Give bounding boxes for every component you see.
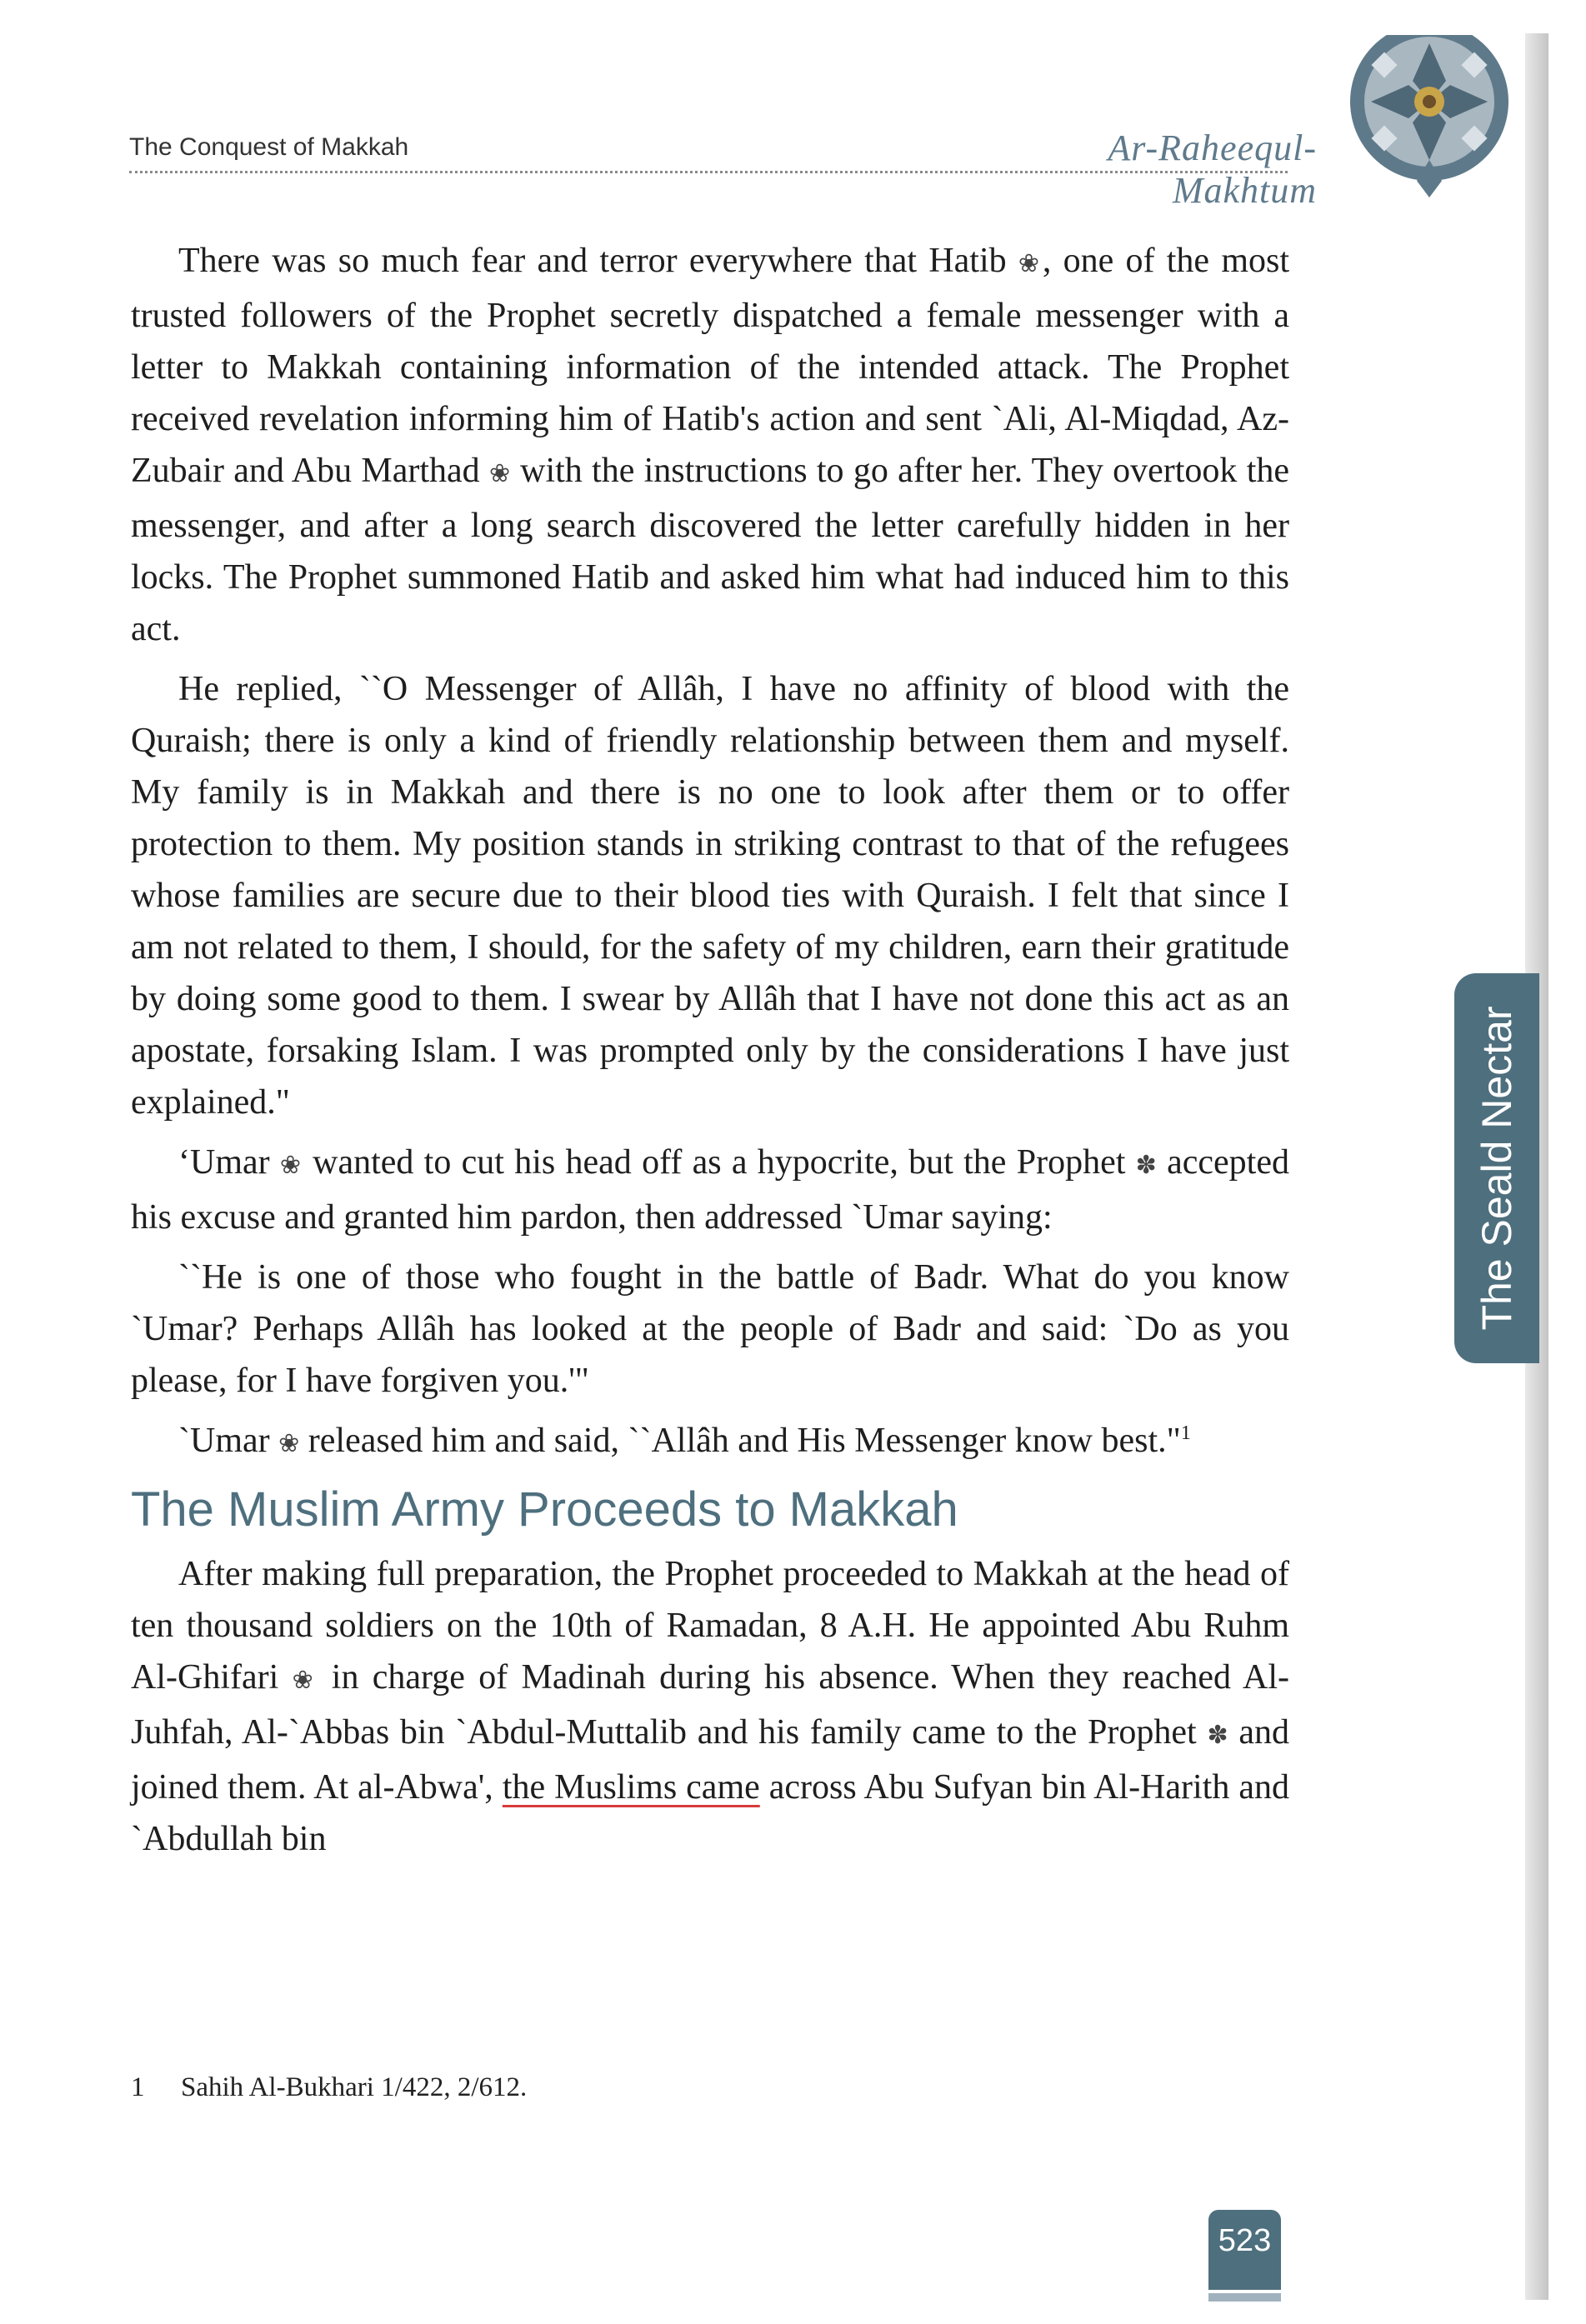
body-text bbox=[131, 235, 1289, 1873]
header-dotted-rule bbox=[129, 171, 1288, 173]
running-header-book-title: Ar-Raheequl-Makhtum bbox=[1108, 127, 1317, 211]
paragraph-5 bbox=[131, 1415, 1289, 1470]
footnote-reference: 1 bbox=[1180, 1422, 1191, 1444]
honorific-symbol-icon: ❀ bbox=[488, 460, 511, 487]
text-run: across Abu Sufyan bin Al-Harith and `Abdullah bin bbox=[131, 1768, 1289, 1858]
honorific-symbol-icon: ✽ bbox=[1135, 1152, 1157, 1179]
honorific-symbol-icon: ❀ bbox=[279, 1152, 303, 1179]
paragraph-1 bbox=[131, 235, 1289, 655]
running-header-section: The Conquest of Makkah bbox=[129, 133, 409, 161]
text-run: released him and said, ``Allâh and His Messenger know best." bbox=[299, 1422, 1181, 1460]
paragraph-4-quote: ``He is one of those who fought in the battle of Badr. What do you know `Umar? Perhaps Allâh has looked at the people of Badr and said: `Do as you please, for I have forgiven you.'" bbox=[131, 1258, 1289, 1400]
footnote bbox=[131, 2072, 527, 2103]
highlighted-text: the Muslims came bbox=[502, 1768, 760, 1807]
text-run: , one of the most trusted followers of the Prophet secretly dispatched a female messenger with a letter to Makkah containing information of the intended attack. The Prophet received revelation informing him of Hatib's action and sent `Ali, Al-Miqdad, Az-Zubair and Abu Marthad bbox=[131, 242, 1290, 490]
page-number: 523 bbox=[1218, 2223, 1272, 2258]
honorific-symbol-icon: ❀ bbox=[278, 1430, 300, 1457]
paragraph-2: He replied, ``O Messenger of Allâh, I have no affinity of blood with the Quraish; there is only a kind of friendly relationship between them and myself. My family is in Makkah and there is no one to look after them or to offer protection to them. My position stands in striking contrast to that of the refugees whose families are secure due to their blood ties with Quraish. I felt that since I am not related to them, I should, for the safety of my children, earn their gratitude by doing some good to them. I swear by Allâh that I have not done this act as an apostate, forsaking Islam. I was prompted only by the considerations I have just explained." bbox=[131, 670, 1289, 1122]
section-heading: The Muslim Army Proceeds to Makkah bbox=[131, 1482, 958, 1537]
paragraph-3 bbox=[131, 1137, 1289, 1243]
text-run: There was so much fear and terror everywhere that Hatib bbox=[178, 242, 1018, 280]
text-run: wanted to cut his head off as a hypocrite, but the Prophet bbox=[302, 1143, 1136, 1182]
footnote-number: 1 bbox=[131, 2072, 145, 2102]
text-run: accepted his excuse and granted him pardon, then addressed `Umar saying: bbox=[131, 1143, 1289, 1237]
footnote-text: Sahih Al-Bukhari 1/422, 2/612. bbox=[181, 2072, 528, 2102]
side-tab-label: The Seald Nectar bbox=[1473, 1006, 1520, 1331]
arabesque-ornament-icon bbox=[1321, 35, 1521, 202]
page-number-tab-bar bbox=[1208, 2293, 1281, 2302]
honorific-symbol-icon: ❀ bbox=[292, 1667, 318, 1694]
text-run: in charge of Madinah during his absence. When they reached Al-Juhfah, Al-`Abbas bin `Abdul-Muttalib and his family came to the Prophet bbox=[131, 1658, 1289, 1752]
text-run: and joined them. At al-Abwa', bbox=[131, 1713, 1289, 1807]
honorific-symbol-icon: ✽ bbox=[1207, 1722, 1228, 1749]
text-run: ‘Umar bbox=[178, 1143, 280, 1182]
text-run: with the instructions to go after her. They overtook the messenger, and after a long search discovered the letter carefully hidden in her locks. The Prophet summoned Hatib and asked him what had induced him to this act. bbox=[131, 452, 1290, 648]
honorific-symbol-icon: ❀ bbox=[1018, 250, 1043, 277]
text-run: `Umar bbox=[178, 1422, 279, 1460]
paragraph-6 bbox=[131, 1548, 1289, 1865]
text-run: After making full preparation, the Prophet proceeded to Makkah at the head of ten thousand soldiers on the 10th of Ramadan, 8 A.H. He appointed Abu Ruhm Al-Ghifari bbox=[131, 1555, 1289, 1697]
